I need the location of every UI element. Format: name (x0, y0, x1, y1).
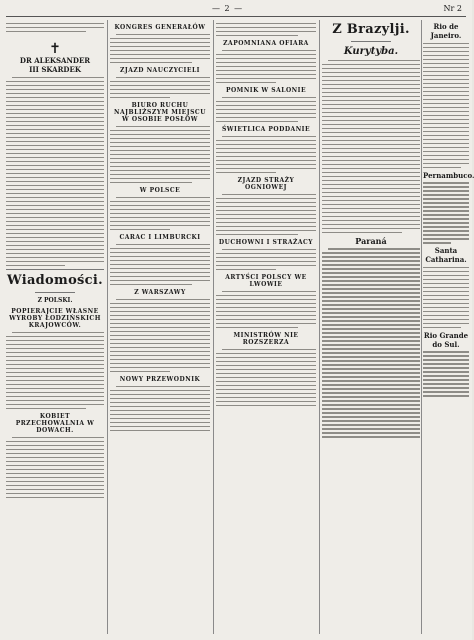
section-title: Z Brazylji. (332, 22, 410, 37)
column-5 (423, 20, 474, 634)
article-text (110, 126, 210, 184)
article-headline: MINISTRÓW NIE ROZSZERZA (233, 332, 299, 346)
article-text (216, 194, 316, 236)
article-text (216, 291, 316, 329)
section-title: Wiadomości. (7, 273, 103, 288)
article-text (6, 332, 104, 410)
column-divider (421, 20, 422, 634)
section-subtitle: Kurytyba. (343, 46, 399, 57)
article-headline: POPIERAJCIE WŁASNE WYROBY ŁODZIŃSKICH KRAJOWCÓW. (9, 308, 101, 329)
obituary-name: DR ALEKSANDER (19, 56, 91, 65)
column-1 (6, 20, 104, 634)
article-text (6, 23, 104, 33)
article-text (110, 244, 210, 286)
article-text (423, 43, 469, 169)
article-text (322, 60, 420, 234)
article-headline: Rio Grande do Sul. (423, 330, 469, 349)
article-text (216, 349, 316, 407)
article-text (423, 267, 469, 329)
article-text (216, 23, 316, 37)
issue-number: Nr 2 (443, 4, 462, 13)
header-rule (6, 16, 466, 17)
article-headline: CARAC I LIMBURCKI (119, 234, 201, 241)
article-headline: ŚWIETLICA PODDANIE (221, 126, 311, 133)
article-text (110, 77, 210, 99)
article-headline: POMNIK W SALONIE (225, 87, 307, 94)
column-3 (216, 20, 316, 634)
section-rule (351, 41, 390, 42)
obituary-text (6, 77, 104, 267)
article-text (216, 97, 316, 123)
article-text (423, 182, 469, 244)
article-headline: DUCHOWNI I STRAŻACY (218, 239, 314, 246)
article-headline: ZAPOMNIANA OFIARA (223, 40, 309, 47)
article-headline: KONGRES GENERAŁÓW (114, 24, 206, 31)
article-text (216, 50, 316, 84)
article-text (216, 249, 316, 271)
column-4 (322, 20, 420, 634)
article-headline: Rio de Janeiro. (430, 22, 462, 40)
article-text (110, 299, 210, 373)
article-headline: ARTYŚCI POLSCY WE LWOWIE (225, 274, 307, 288)
subsection-title: Z POLSKI. (37, 297, 73, 304)
article-headline: BIURO RUCHU NAJBLIŻSZYM MIEJSCU W OSOBIE POSŁÓW (114, 102, 206, 123)
article-text (423, 351, 469, 397)
section-rule (6, 269, 104, 270)
article-text (110, 197, 210, 231)
article-text (110, 386, 210, 432)
article-text (6, 437, 104, 499)
article-headline: Santa Catharina. (425, 246, 467, 264)
column-2 (110, 20, 210, 634)
article-headline: Z WARSZAWY (134, 289, 186, 296)
article-headline: ZJAZD NAUCZYCIELI (120, 67, 200, 74)
article-headline: ZJAZD STRAŻY OGNIOWEJ (237, 177, 295, 191)
column-divider (213, 20, 214, 634)
page-number: — 2 — (212, 4, 244, 13)
article-text (216, 136, 316, 174)
article-headline: W POLSCE (139, 187, 181, 194)
article-headline: Pernambuco. (423, 170, 474, 180)
article-headline: Paraná (355, 235, 387, 246)
column-divider (319, 20, 320, 634)
section-rule (35, 292, 74, 293)
page-header (6, 3, 466, 17)
obituary-cross-icon: ✝ (49, 41, 61, 57)
column-divider (107, 20, 108, 634)
article-text (322, 248, 420, 438)
obituary-name-line2: III SKARDEK (29, 65, 81, 74)
article-headline: NOWY PRZEWODNIK (119, 376, 201, 383)
article-headline: KOBIET PRZECHOWALNIA W DOWACH. (15, 413, 95, 434)
article-text (110, 34, 210, 64)
